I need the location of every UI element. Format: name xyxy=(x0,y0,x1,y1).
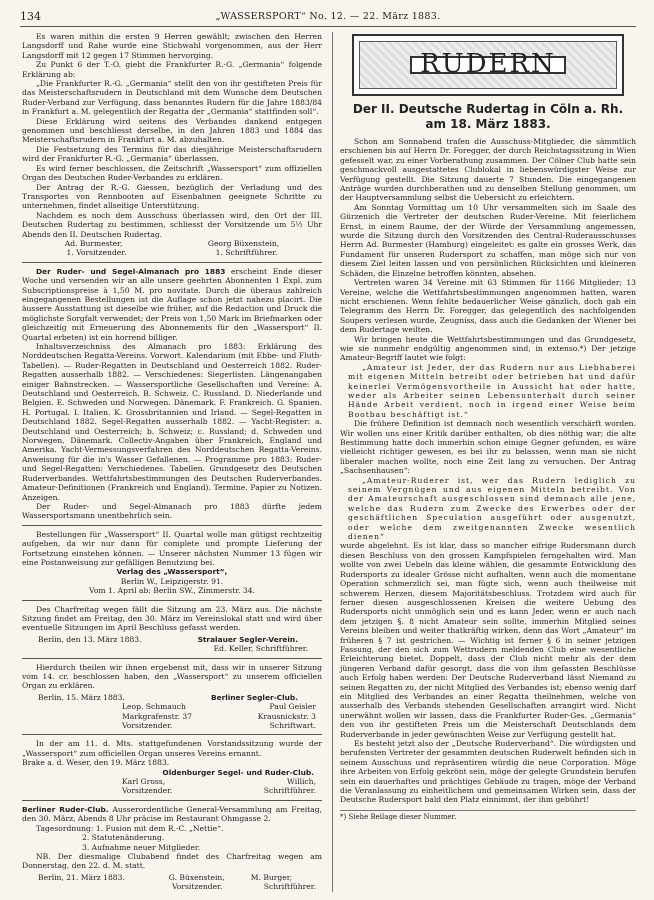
paragraph: Nachdem es noch dem Ausschuss überlassen wird, den Ort der III. Deutschen Rudertag zu bestimmen, schliesst der Vorsitzende um 5½ Uhr Abends den II. Deutschen Rudertag. xyxy=(22,210,322,239)
signature-address: Markgrafenstr. 37 xyxy=(122,711,192,721)
paragraph: NB. Der diesmalige Clubabend findet des Charfreitag wegen am Donnerstag, den 22. d. M. statt. xyxy=(22,851,322,871)
place-date: Berlin, den 13. März 1883. xyxy=(38,634,142,644)
divider xyxy=(22,600,322,601)
divider xyxy=(22,525,322,526)
signature-block xyxy=(22,239,322,248)
berliner-segler-notice: Hierdurch theilen wir ihnen ergebenst mit, dass wir in unserer Sitzung vom 14. cr. beschlossen haben, den „Wassersport“ zu unserem officiellen Organ zu erklären. xyxy=(22,662,322,691)
signature-role: Schriftführer. xyxy=(263,882,316,892)
signature-block xyxy=(22,712,322,721)
club-name: Oldenburger Segel- und Ruder-Club. xyxy=(162,767,314,777)
signature-block xyxy=(22,786,322,795)
paragraph: Diese Erklärung wird seitens des Verbandes dankend entgegen genommen und beschliesst derselbe, in den Jahren 1883 und 1884 das Meisterschaftsrudern in Frankfurt a. M. abzuhalten. xyxy=(22,116,322,145)
column-divider xyxy=(332,32,333,892)
signature-name: Karl Gross, xyxy=(122,777,166,787)
brc-body: Ausserordentliche General-Versammlung am Freitag, den 30. März, Abends 8 Uhr präcise im Restaurant Ohmgasse 2. xyxy=(22,804,322,824)
signature-name: Leop. Schmauch xyxy=(122,702,186,712)
masthead-word: RUDERN xyxy=(410,56,566,73)
paragraph: „Die Frankfurter R.-G. „Germania“ stellt den von ihr gestifteten Preis für das Meisterschaftsrudern in Deutschland mit dem Wunsche dem Deutschen Ruder-Verband zur Verfügung, dass benanntes Rudern für die Jahre 1883/84 in Frankfurt a. M. gelegentlich der Regatta der „Germania“ stattfinden soll“. xyxy=(22,79,322,117)
divider xyxy=(22,658,322,659)
paragraph: Der Antrag der R.-G. Giessen, bezüglich der Verladung und des Transportes von Rennbooten auf Eisenbahnen geeignete Schritte zu unternehmen, findet allseitige Unterstützung. xyxy=(22,182,322,211)
signature-roles xyxy=(22,248,322,257)
signature-name: M. Burger, xyxy=(250,872,292,882)
subscription-notice: Bestellungen für „Wassersport“ II. Quartal wolle man gütigst rechtzeitig aufgeben, da wir nur dann für complete und prompte Lieferung der Fortsetzung einstehen können. — Unserer nächsten Nummer 13 fügen wir eine Postanweisung zur gefälligen Benutzung bei. xyxy=(22,529,322,567)
amateur-definition-quote: „Amateur ist Jeder, der das Rudern nur aus Liebhaberei mit eigenen Mitteln betreibt oder betrieben hat und dafür keinerlei Vermögensvortheile in Aussicht hat oder hatte, weder als Arbeiter seinen Lebensunterhalt durch seiner Hände Arbeit verdient, noch in irgend einer Weise beim Bootbau beschäftigt ist.“ xyxy=(348,362,636,419)
stralauer-footer xyxy=(22,635,322,644)
signature-role: Schriftführer. xyxy=(263,786,316,796)
paragraph: Zu Punkt 6 der T.-O. giebt die Frankfurter R.-G. „Germania“ folgende Erklärung ab: xyxy=(22,60,322,79)
almanach-notice xyxy=(22,267,322,342)
club-name: Berliner Segler-Club. xyxy=(210,692,298,702)
headline-line: Der II. Deutsche Rudertag in Cöln a. Rh. xyxy=(352,102,624,116)
place-date: Berlin, 21. März 1883. xyxy=(38,872,125,882)
agenda-item: 2. Statutenänderung. xyxy=(82,833,165,843)
sachsenhausen-quote: „Amateur-Ruderer ist, wer das Rudern lediglich zu seinem Vergnügen und aus eigenen Mitteln betreibt. Von der Amateurschaft ausgeschlossen sind demnach alle jene, welche das Rudern zum Zwecke des Erwerbes oder der geschäftlichen Speculation ausgeführt oder ausgenutzt, oder welche dem zweitgenannten Zwecke wesentlich dienen“ xyxy=(348,475,636,542)
paragraph: Es besteht jetzt also der „Deutsche Ruderverband“. Die würdigsten und berufensten Vertreter der gesammten deutschen Ruderwelt befinden sich in seinem Ausschuss und repräsentiren würdig die neue Corporation. Möge ihre Arbeiten von Erfolg gekrönt sein, möge der gelegte Grundstein berufen sein ein dauerhaftes und prächtiges Gebäude zu tragen, möge der Verband die Veranlassung zu einheitlichem und gemeinsamen Wirken sein, dass der Deutsche Rudersport bald den Platz einnimmt, der ihm gebührt! xyxy=(340,739,636,805)
paragraph: wurde abgelehnt. Es ist klar, dass so mancher eifrige Rudersmann durch diesen Beschluss von den grossen Kampfspielen ferngehalten wird. Man wollte von zwei Uebeln das kleine wählen, die gesammte Entwicklung des Rudersports zu idealer Grösse nicht aufhalten, wenn auch die momentane Operation schmerzlich sei, man fügte sich, wenn auch theilweise mit schwerem Herzen, diesem Majoritätsbeschluss. Trotzdem wird auch für ferner diesen ausgeschlossenen Kreisen die weitere Uebung des Rudersports nicht unmöglich sein und es kann Jeder, wenn er auch nach dem jetzigen §. 8 nicht Amateur sein sollte, immerhin Mitglied seines Vereins bleiben und weiter thatkräftig wirken, denn das Wort „Amateur“ im früheren § 7 ist gestrichen. — Wichtig ist ferner § 6 in seiner jetzigen Fassung, der den sich zum Wettrudern meldenden Club eine wesentliche Erleichterung bietet. Doppelt, dass der Club nicht mehr als der dem jüngeren Verband dafür gesorgt, dass die von ihm gefassten Beschlüsse auch Erfolg haben werden: Der Deutsche Ruderverband lässt Niemand zu seinen Regatten zu, der nicht Mitglied des Verbandes ist; ebenso wenig darf ein Mitglied des Verbandes an einer Regatta theilnehmen, welche von ausserhalb des Verbands stehenden Gesellschaften arrangirt wird. Nicht unerwähnt wollen wir lassen, dass die Frankfurter Ruder-Ges. „Germania“ den von ihr gestifteten Preis um die Meisterschaft Deutschlands dem Ruderverbande in jeder gewünschten Weise zur Verfügung gestellt hat. xyxy=(340,541,636,739)
article-headline xyxy=(340,102,636,132)
paragraph: Der Ruder- und Segel-Almanach pro 1883 dürfte jedem Wassersportsmann unentbehrlich sein. xyxy=(22,501,322,521)
divider xyxy=(22,800,322,801)
signature-name: Paul Geisler xyxy=(269,702,316,712)
signature-block xyxy=(153,873,316,882)
publisher-address: Berlin W., Leipzigerstr. 91. xyxy=(120,576,224,586)
brc-footer xyxy=(22,873,322,882)
running-title: „WASSERSPORT“ No. 12. — 22. März 1883. xyxy=(215,11,441,22)
signature-block xyxy=(22,721,322,730)
place-date: Berlin, 15. März 1883. xyxy=(38,692,125,702)
left-column xyxy=(22,32,322,892)
signature-role: Vorsitzender. xyxy=(122,786,173,796)
page-number: 134 xyxy=(20,10,41,23)
signature-name: Georg Büxenstein, xyxy=(207,238,280,248)
rudern-masthead xyxy=(352,34,624,96)
almanach-body: erscheint Ende dieser Woche und versenden wir an alle unsere geehrten Abonnenten 1 Expl. zum Subscriptionspreise à 1,50 M. pro novitate. Durch die überaus zahlreich eingegangenen Bestellungen ist die Auflage schon jetzt nahezu placirt. Die äussere Ausstattung ist dieselbe wie früher, auf die Redaction und Druck die möglichste Sorgfalt verwendet; der Preis von 1,50 Mark im Briefmarken oder gleichzeitig mit Erneuerung des Abonnements für den „Wassersport“ II. Quartal erbeten) ist ein horrend billiger. xyxy=(22,266,323,342)
signature-role: 1. Vorsitzender. xyxy=(66,248,127,258)
right-column xyxy=(340,32,636,822)
signature-role: Schriftwart. xyxy=(269,721,316,731)
signature-role: Vorsitzender. xyxy=(172,882,223,892)
paragraph: Am Sonntag Vormittag um 10 Uhr versammelten sich im Saale des Gürzenich die Vertreter der deutschen Ruder-Vereine. Mit feierlichem Ernst, in einem Raume, der der Würde der Versammlung angemessen, wurde die Sitzung durch den Vorsitzenden des Central-Ruderausschusses Herrn Ad. Burmester (Hamburg) eingeleitet: es galte ein grosses Werk, das Fundament für unseren Rudersport zu schaffen, man möge sich nur von diesem Ziel leiten lassen und von persönlichen Rücksichten und kleineren Schäden, die Einzelne betroffen könnten, absehen. xyxy=(340,202,636,278)
signature-name: Ad. Burmester, xyxy=(64,238,123,248)
paragraph: Es waren mithin die ersten 9 Herren gewählt; zwischen den Herren Langsdorff und Rahe wurde eine Stichwahl vorgenommen, aus der Herr Langsdorff mit 12 gegen 17 Stimmen hervorging. xyxy=(22,32,322,60)
signature-block xyxy=(22,882,322,891)
paragraph: Die frühere Definition ist demnach noch wesentlich verschärft worden. Wir wollen uns einer Kritik darüber enthalten, ob dies nöthig war; die alte Bestimmung hatte doch immerhin schon einige Gegner gefunden, es wäre vielleicht richtiger gewesen, es bei ihr zu belassen, wenn man sie nicht liberaler machen wollte, noch eine Zeit lang zu versuchen. Der Antrag „Sachsenhausen“: xyxy=(340,419,636,476)
paragraph: Es wird ferner beschlossen, die Zeitschrift „Wassersport“ zum offiziellen Organ des Deutschen Ruder-Verbandes zu erklären. xyxy=(22,163,322,183)
almanach-heading: Der Ruder- und Segel-Almanach pro 1883 xyxy=(36,266,226,276)
club-name: Stralauer Segler-Verein. xyxy=(197,634,298,644)
divider xyxy=(22,262,322,263)
club-name: Berliner Ruder-Club. xyxy=(22,804,109,814)
footnote: *) Siehe Beilage dieser Nummer. xyxy=(340,810,636,822)
paragraph: Die Festsetzung des Termins für das diesjährige Meisterschaftsrudern wird der Frankfurter R.-G. „Germania“ überlassen. xyxy=(22,144,322,164)
signature-address: Krausnickstr. 3 xyxy=(257,711,316,721)
signature-name: Willich, xyxy=(287,777,316,787)
agenda-item: Tagesordnung: 1. Fusion mit dem R.-C. „Nettie“. xyxy=(36,823,224,833)
divider xyxy=(22,734,322,735)
publisher-name: Verlag des „Wassersport“, xyxy=(116,567,228,577)
signature-role: Vorsitzender. xyxy=(122,721,173,731)
signature-role: 1. Schriftführer. xyxy=(215,248,278,258)
berliner-segler-footer xyxy=(22,693,322,702)
paragraph: Schon am Sonnabend trafen die Ausschuss-Mitglieder, die sämmtlich erschienen bis auf Herrn Dr. Foregger, der durch Reichstagssitzung in Wien gefesselt war, zu einer Vorberathung zusammen. Der Cölner Club hatte sein geschmackvoll ausgestattetes Clublokal in liebenswürdigster Weise zur Verfügung gestellt. Die Sitzung dauerte 7 Stunden. Die eingegangenen Anträge wurden durchberathen und zu denselben Stellung genommen, um der Hauptversammlung selbst die Uebersicht zu erleichtern. xyxy=(340,137,636,203)
signature-block xyxy=(22,777,322,786)
agenda-item: 3. Aufnahme neuer Mitglieder. xyxy=(82,842,201,852)
page-header xyxy=(20,10,636,27)
oldenburger-notice: In der am 11. d. Mts. stattgefundenen Vorstandssitzung wurde der „Wassersport“ zum officiellen Organ unseres Vereins ernannt. xyxy=(22,739,322,758)
brc-notice xyxy=(22,805,322,824)
place-date: Brake a. d. Weser, den 19. März 1883. xyxy=(22,758,170,768)
headline-line: am 18. März 1883. xyxy=(425,117,551,131)
signature-block xyxy=(22,702,322,711)
stralauer-notice: Des Charfreitag wegen fällt die Sitzung am 23. März aus. Die nächste Sitzung findet am Freitag, den 30. März im Vereinslokal statt und wird über eventuelle Sitzungen im April Beschluss gefasst werden. xyxy=(22,604,322,633)
publisher-new-address: Vom 1. April ab: Berlin SW., Zimmerstr. 34. xyxy=(89,586,255,596)
signature-name: Ed. Keller, Schriftführer. xyxy=(213,644,308,654)
paragraph: Wir bringen heute die Wettfahrtsbestimmungen und das Grundgesetz, wie sie nunmehr endgültig angenommen sind, in extenso.*) Der jetzige Amateur-Begriff lautet wie folgt: xyxy=(340,334,636,363)
contents-list: Inhaltsverzeichniss des Almanach pro 1883: Erklärung des Norddeutschen Regatta-Vereins. Vorwort. Kalendarium (mit Ebbe- und Fluth-Tabellen). — Ruder-Regatten in Deutschland und Oesterreich 1882. Ruder-Regatten ausserhalb 1882. — Verschiedenes: Siegerlisten. Längenangaben einiger Bahnstrecken. — Wassersportliche Gesellschaften und Vereine: A. Deutschland und Oesterreich. B. Schweiz. C. Russland. D. Niederlande und Belgien. E. Schweden und Norwegen. Dänemark. F. Frankreich. G. Spanien. H. Portugal. I. Italien. K. Grossbritannien und Irland. — Segel-Regatten in Deutschland 1882. Segel-Regatten ausserhalb 1882. — Yacht-Register: a. Deutschland und Oesterreich; b. Schweiz; c. Russland; d. Schweden und Norwegen, Dänemark. Collectiv-Angaben über Frankreich, England und Amerika. Yacht-Vermessungsverfahren des Norddeutschen Regatta-Vereins. Anweisung für die in's Wasser Gefallenen. — Programme pro 1883: Ruder- und Segel-Regatten: Verschiedenes. Tabellen. Grundgesetz des Deutschen Ruderverbandes. Wettfahrtsbestimmungen des Deutschen Ruderverbandes. Amateur-Definitionen (Frankreich und England). Termine. Papier zu Notizen. Anzeigen. xyxy=(22,342,322,502)
paragraph: Vertreten waren 34 Vereine mit 63 Stimmen für 1166 Mitglieder; 13 Vereine, welche die Wettfahrtsbestimmungen angenommen hatten, waren nicht erschienen. Wenn fehlte bedauerlicher Weise gänzlich, doch gab ein Telegramm des Herrn Dr. Foregger, das gelegentlich des nachfolgenden Soupers verlesen wurde, Zeugniss, dass auch die Gedanken der Wiener bei dem Rudertage weilten. xyxy=(340,278,636,335)
signature-name: G. Büxenstein, xyxy=(168,872,225,882)
